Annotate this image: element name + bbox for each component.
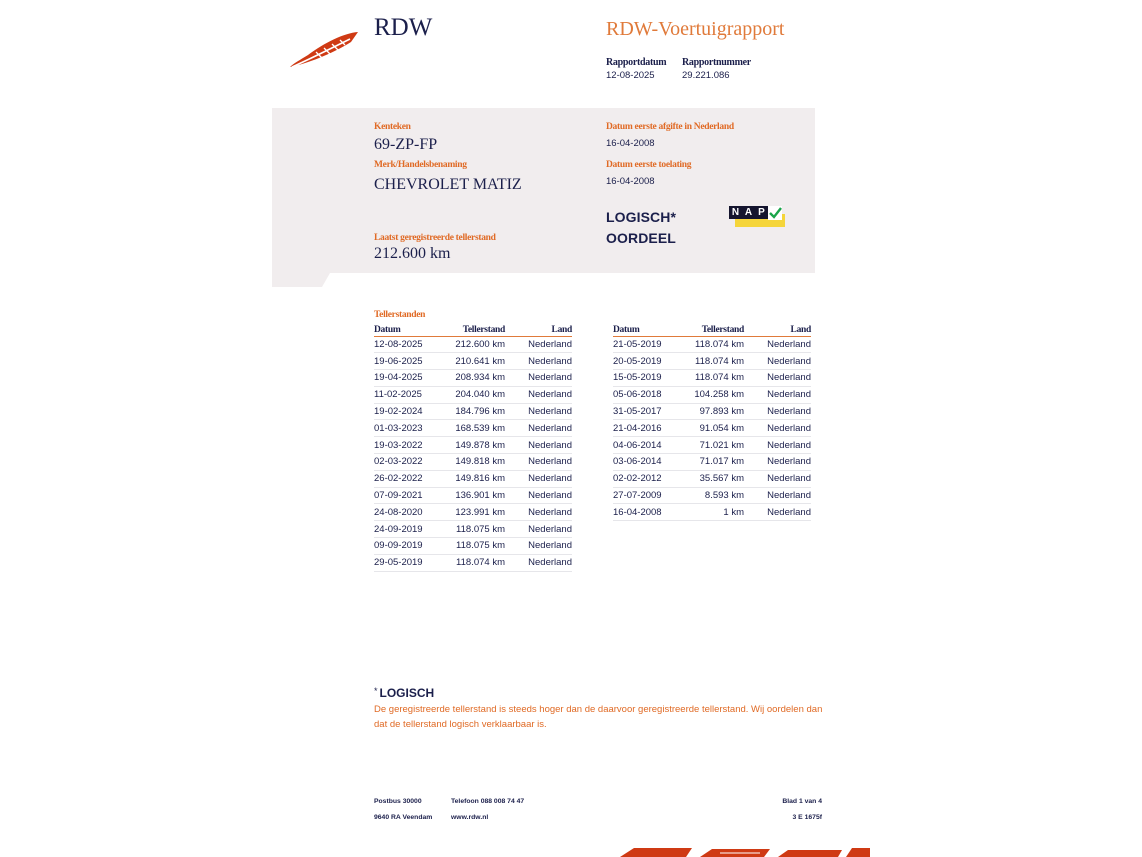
readings-table-right — [613, 324, 811, 521]
country-cell: Nederland — [744, 386, 811, 403]
odometer-cell: 212.600 km — [434, 336, 505, 353]
country-cell: Nederland — [744, 454, 811, 471]
column-header-date: Datum — [613, 324, 673, 336]
table-row — [374, 437, 572, 454]
table-row — [374, 554, 572, 571]
country-cell: Nederland — [744, 353, 811, 370]
odometer-cell: 118.075 km — [434, 538, 505, 555]
country-cell: Nederland — [744, 504, 811, 521]
verdict-line-1: LOGISCH* — [606, 209, 677, 225]
first-admission-label: Datum eerste toelating — [606, 160, 692, 170]
country-cell: Nederland — [744, 487, 811, 504]
verdict — [606, 207, 676, 249]
date-cell: 31-05-2017 — [613, 403, 673, 420]
table-row — [613, 437, 811, 454]
date-cell: 19-03-2022 — [374, 437, 434, 454]
odometer-cell: 91.054 km — [673, 420, 744, 437]
nap-letter-a: A — [742, 206, 755, 219]
odometer-cell: 1 km — [673, 504, 744, 521]
date-cell: 16-04-2008 — [613, 504, 673, 521]
readings-section-title: Tellerstanden — [374, 310, 426, 320]
odometer-cell: 118.074 km — [673, 370, 744, 387]
odometer-cell: 118.074 km — [673, 336, 744, 353]
table-row — [374, 353, 572, 370]
country-cell: Nederland — [505, 470, 572, 487]
date-cell: 19-06-2025 — [374, 353, 434, 370]
date-cell: 27-07-2009 — [613, 487, 673, 504]
country-cell: Nederland — [744, 370, 811, 387]
odometer-cell: 149.878 km — [434, 437, 505, 454]
readings-left-body — [374, 336, 572, 571]
report-number-label: Rapportnummer — [682, 57, 751, 68]
table-row — [374, 420, 572, 437]
date-cell: 20-05-2019 — [613, 353, 673, 370]
table-row — [613, 370, 811, 387]
date-cell: 21-04-2016 — [613, 420, 673, 437]
footer-code: 3 E 1675f — [792, 814, 822, 821]
date-cell: 04-06-2014 — [613, 437, 673, 454]
brand-name: RDW — [374, 14, 433, 41]
country-cell: Nederland — [505, 454, 572, 471]
table-row — [613, 504, 811, 521]
odometer-cell: 210.641 km — [434, 353, 505, 370]
table-row — [374, 470, 572, 487]
table-row — [374, 336, 572, 353]
odometer-cell: 136.901 km — [434, 487, 505, 504]
table-row — [613, 454, 811, 471]
table-row — [613, 403, 811, 420]
country-cell: Nederland — [505, 420, 572, 437]
odometer-cell: 71.017 km — [673, 454, 744, 471]
report-number: 29.221.086 — [682, 70, 730, 81]
column-header-odometer: Tellerstand — [673, 324, 744, 336]
report-title: RDW-Voertuigrapport — [606, 18, 785, 40]
country-cell: Nederland — [744, 437, 811, 454]
nap-letter-p: P — [755, 206, 768, 219]
footer-stripes-decoration — [620, 846, 870, 857]
odometer-cell: 35.567 km — [673, 470, 744, 487]
vehicle-make: CHEVROLET MATIZ — [374, 176, 522, 193]
country-cell: Nederland — [505, 487, 572, 504]
date-cell: 24-09-2019 — [374, 521, 434, 538]
table-header-row — [613, 324, 811, 336]
date-cell: 02-03-2022 — [374, 454, 434, 471]
table-row — [374, 538, 572, 555]
footer-city: 9640 RA Veendam — [374, 814, 433, 821]
report-date-label: Rapportdatum — [606, 57, 667, 68]
table-row — [374, 504, 572, 521]
country-cell: Nederland — [505, 353, 572, 370]
table-row — [374, 487, 572, 504]
table-row — [613, 420, 811, 437]
odometer-cell: 118.074 km — [434, 554, 505, 571]
first-issue-nl-date: 16-04-2008 — [606, 138, 655, 149]
table-row — [374, 386, 572, 403]
make-label: Merk/Handelsbenaming — [374, 160, 467, 170]
odometer-cell: 149.818 km — [434, 454, 505, 471]
country-cell: Nederland — [505, 554, 572, 571]
date-cell: 07-09-2021 — [374, 487, 434, 504]
table-row — [374, 521, 572, 538]
country-cell: Nederland — [505, 504, 572, 521]
date-cell: 21-05-2019 — [613, 336, 673, 353]
table-row — [374, 454, 572, 471]
first-admission-date: 16-04-2008 — [606, 176, 655, 187]
odometer-cell: 97.893 km — [673, 403, 744, 420]
last-odometer-label: Laatst geregistreerde tellerstand — [374, 233, 496, 243]
verdict-line-2: OORDEEL — [606, 230, 676, 246]
odometer-cell: 104.258 km — [673, 386, 744, 403]
country-cell: Nederland — [505, 386, 572, 403]
date-cell: 15-05-2019 — [613, 370, 673, 387]
column-header-country: Land — [505, 324, 572, 336]
readings-table-left — [374, 324, 572, 572]
country-cell: Nederland — [505, 521, 572, 538]
readings-right-body — [613, 336, 811, 521]
table-row — [613, 353, 811, 370]
date-cell: 03-06-2014 — [613, 454, 673, 471]
column-header-odometer: Tellerstand — [434, 324, 505, 336]
odometer-cell: 208.934 km — [434, 370, 505, 387]
vehicle-panel — [272, 108, 815, 287]
table-row — [374, 370, 572, 387]
country-cell: Nederland — [744, 403, 811, 420]
date-cell: 19-02-2024 — [374, 403, 434, 420]
date-cell: 01-03-2023 — [374, 420, 434, 437]
footer-postbus: Postbus 30000 — [374, 798, 422, 805]
date-cell: 09-09-2019 — [374, 538, 434, 555]
plate-label: Kenteken — [374, 122, 411, 132]
odometer-cell: 118.075 km — [434, 521, 505, 538]
odometer-cell: 8.593 km — [673, 487, 744, 504]
odometer-cell: 118.074 km — [673, 353, 744, 370]
table-row — [613, 336, 811, 353]
country-cell: Nederland — [505, 336, 572, 353]
footer-phone: Telefoon 088 008 74 47 — [451, 798, 525, 805]
nap-letter-n: N — [729, 206, 742, 219]
table-header-row — [374, 324, 572, 336]
explanation-title — [374, 686, 434, 700]
country-cell: Nederland — [505, 437, 572, 454]
country-cell: Nederland — [505, 370, 572, 387]
odometer-cell: 149.816 km — [434, 470, 505, 487]
footer-website[interactable]: www.rdw.nl — [451, 814, 489, 821]
table-row — [374, 403, 572, 420]
first-issue-nl-label: Datum eerste afgifte in Nederland — [606, 122, 734, 132]
report-date: 12-08-2025 — [606, 70, 655, 81]
odometer-cell: 71.021 km — [673, 437, 744, 454]
country-cell: Nederland — [505, 403, 572, 420]
nap-badge — [729, 206, 787, 228]
footer-page-number: Blad 1 van 4 — [782, 798, 822, 805]
odometer-cell: 204.040 km — [434, 386, 505, 403]
date-cell: 05-06-2018 — [613, 386, 673, 403]
odometer-cell: 123.991 km — [434, 504, 505, 521]
table-row — [613, 386, 811, 403]
date-cell: 11-02-2025 — [374, 386, 434, 403]
date-cell: 29-05-2019 — [374, 554, 434, 571]
date-cell: 24-08-2020 — [374, 504, 434, 521]
country-cell: Nederland — [744, 420, 811, 437]
date-cell: 02-02-2012 — [613, 470, 673, 487]
country-cell: Nederland — [744, 336, 811, 353]
table-row — [613, 487, 811, 504]
explanation-heading: LOGISCH — [379, 686, 435, 700]
date-cell: 26-02-2022 — [374, 470, 434, 487]
date-cell: 19-04-2025 — [374, 370, 434, 387]
odometer-cell: 184.796 km — [434, 403, 505, 420]
date-cell: 12-08-2025 — [374, 336, 434, 353]
table-row — [613, 470, 811, 487]
asterisk: * — [374, 686, 378, 696]
rdw-feather-logo — [288, 28, 364, 70]
column-header-date: Datum — [374, 324, 434, 336]
explanation-text: De geregistreerde tellerstand is steeds hoger dan de daarvoor geregistreerde tellerstand. Wij oordelen dan dat de tellerstand logisch verklaarbaar is. — [374, 704, 823, 730]
last-odometer: 212.600 km — [374, 245, 451, 262]
checkmark-icon — [768, 206, 782, 220]
country-cell: Nederland — [505, 538, 572, 555]
column-header-country: Land — [744, 324, 811, 336]
license-plate: 69-ZP-FP — [374, 136, 438, 153]
country-cell: Nederland — [744, 470, 811, 487]
odometer-cell: 168.539 km — [434, 420, 505, 437]
